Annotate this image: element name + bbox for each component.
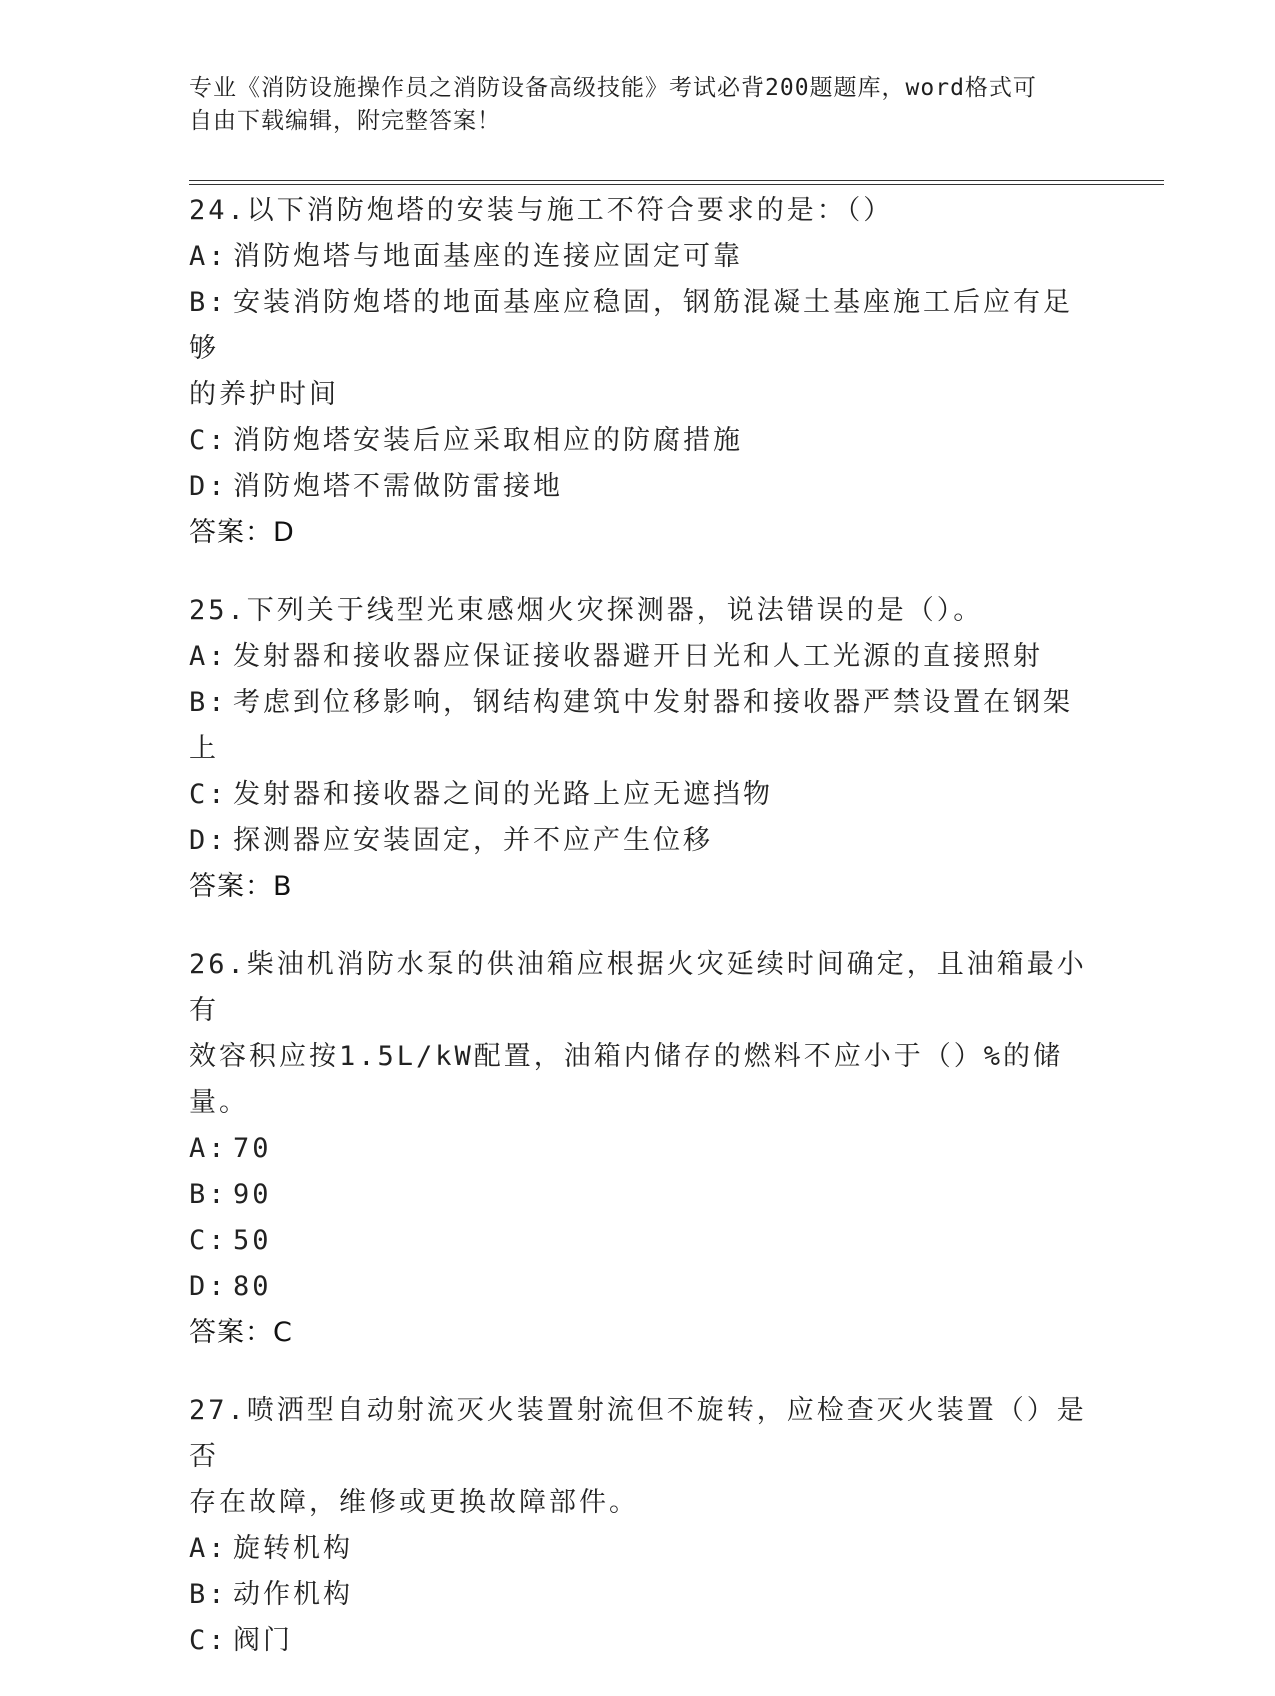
header-divider [189,180,1164,185]
option-prefix: B: [189,287,228,318]
option-prefix: A: [189,641,228,672]
option-d [189,818,1089,864]
option-text: 50 [233,1225,272,1256]
question-stem: 27.喷洒型自动射流灭火装置射流但不旋转，应检查灭火装置（）是否 [189,1395,1087,1472]
option-prefix: B: [189,1579,228,1610]
question-stem-continued: 效容积应按1.5L/kW配置，油箱内储存的燃料不应小于（）%的储量。 [189,1041,1064,1118]
option-text: 安装消防炮塔的地面基座应稳固，钢筋混凝土基座施工后应有足够 [189,287,1073,364]
option-text: 考虑到位移影响，钢结构建筑中发射器和接收器严禁设置在钢架上 [189,687,1073,764]
answer-line: 答案：D [189,517,295,548]
option-d [189,464,1089,510]
option-c [189,418,1089,464]
question-stem: 25.下列关于线型光束感烟火灾探测器，说法错误的是（）。 [189,595,984,626]
option-text: 动作机构 [233,1579,353,1610]
option-prefix: C: [189,1625,228,1656]
option-text: 旋转机构 [233,1533,353,1564]
option-text: 发射器和接收器之间的光路上应无遮挡物 [233,779,773,810]
option-a [189,634,1089,680]
question-stem: 26.柴油机消防水泵的供油箱应根据火灾延续时间确定，且油箱最小有 [189,949,1087,1026]
option-prefix: C: [189,779,228,810]
option-a [189,1126,1089,1172]
question-stem-continued: 存在故障，维修或更换故障部件。 [189,1487,639,1518]
option-text: 90 [233,1179,272,1210]
option-text: 探测器应安装固定，并不应产生位移 [233,825,713,856]
option-b [189,280,1089,372]
option-c [189,1218,1089,1264]
document-header [189,72,1089,138]
option-a [189,1526,1089,1572]
option-prefix: D: [189,1271,228,1302]
option-b [189,1572,1089,1618]
option-text: 发射器和接收器应保证接收器避开日光和人工光源的直接照射 [233,641,1043,672]
question-27 [189,1388,1089,1664]
option-text: 消防炮塔安装后应采取相应的防腐措施 [233,425,743,456]
option-prefix: D: [189,825,228,856]
option-c [189,1618,1089,1664]
option-b-continued: 的养护时间 [189,379,339,410]
option-prefix: C: [189,425,228,456]
option-prefix: C: [189,1225,228,1256]
question-list [189,188,1089,1696]
answer-line: 答案：B [189,871,293,902]
answer-line: 答案：C [189,1317,293,1348]
question-26 [189,942,1089,1356]
question-stem: 24.以下消防炮塔的安装与施工不符合要求的是：（） [189,195,894,226]
option-prefix: B: [189,1179,228,1210]
option-d [189,1264,1089,1310]
option-b [189,680,1089,772]
option-text: 消防炮塔与地面基座的连接应固定可靠 [233,241,743,272]
option-text: 阀门 [233,1625,293,1656]
header-line-2: 自由下载编辑，附完整答案！ [189,108,501,134]
option-prefix: A: [189,1133,228,1164]
question-24 [189,188,1089,556]
option-a [189,234,1089,280]
option-prefix: A: [189,241,228,272]
option-prefix: D: [189,471,228,502]
option-text: 70 [233,1133,272,1164]
option-prefix: B: [189,687,228,718]
option-prefix: A: [189,1533,228,1564]
option-b [189,1172,1089,1218]
option-text: 消防炮塔不需做防雷接地 [233,471,563,502]
option-c [189,772,1089,818]
header-line-1: 专业《消防设施操作员之消防设备高级技能》考试必背200题题库，word格式可 [189,75,1037,101]
question-25 [189,588,1089,910]
option-text: 80 [233,1271,272,1302]
